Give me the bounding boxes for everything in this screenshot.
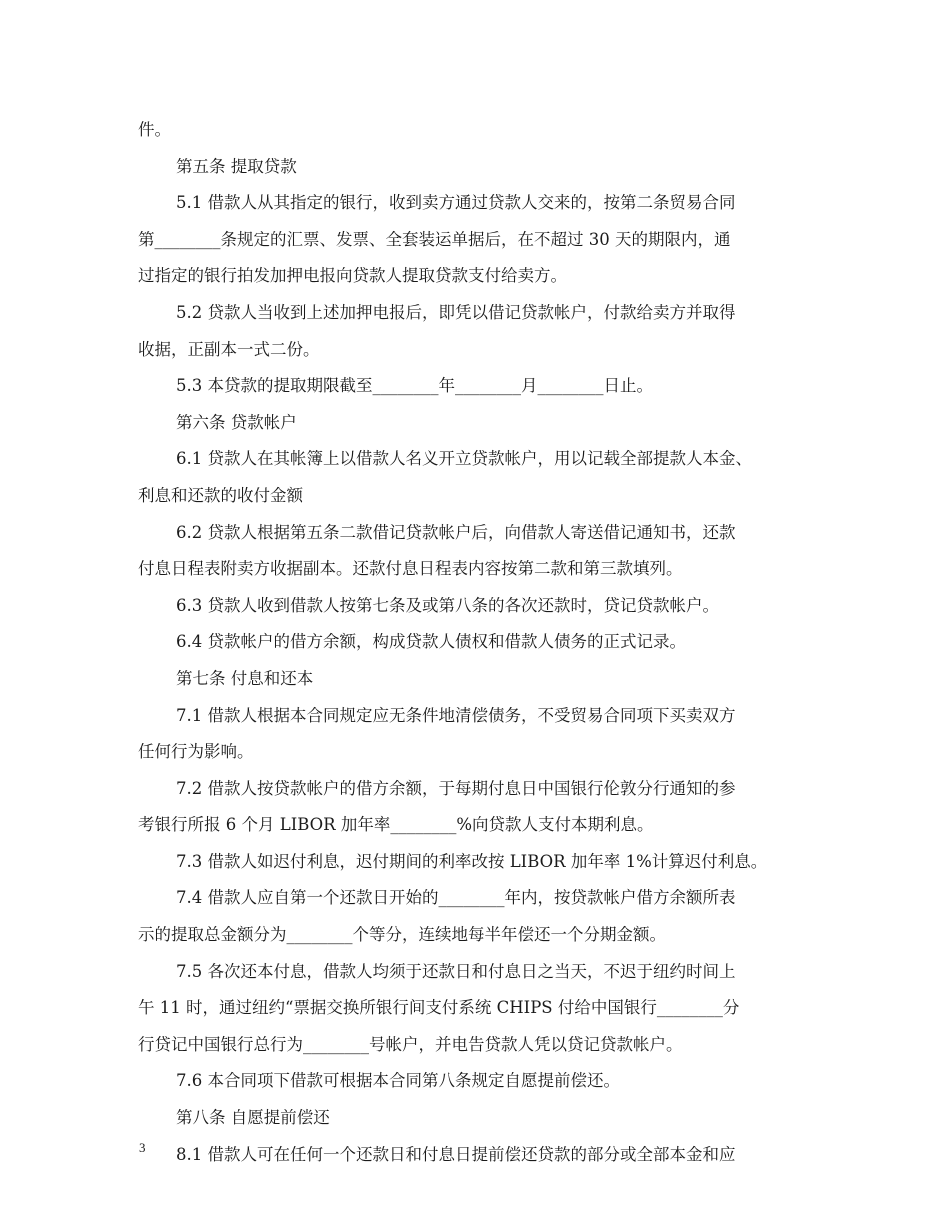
text-line-11: 利息和还款的收付金额 bbox=[138, 485, 303, 505]
text-line-1: 件。 bbox=[138, 120, 171, 139]
clause-8-1: 8.1 借款人可在任何一个还款日和付息日提前偿还贷款的部分或全部本金和应 bbox=[176, 1144, 736, 1164]
clause-6-3: 6.3 贷款人收到借款人按第七条及或第八条的各次还款时，贷记贷款帐户。 bbox=[176, 595, 719, 615]
text-line-26: 行贷记中国银行总行为________号帐户，并电告贷款人凭以贷记贷款帐户。 bbox=[138, 1034, 683, 1054]
clause-5-2: 5.2 贷款人当收到上述加押电报后，即凭以借记贷款帐户，付款给卖方并取得 bbox=[176, 302, 736, 322]
section-heading-article-6: 第六条 贷款帐户 bbox=[176, 412, 297, 432]
clause-5-3: 5.3 本贷款的提取期限截至________年________月________日止。 bbox=[176, 376, 653, 396]
clause-6-1: 6.1 贷款人在其帐簿上以借款人名义开立贷款帐户，用以记载全部提款人本金、 bbox=[176, 449, 752, 469]
clause-6-2: 6.2 贷款人根据第五条二款借记贷款帐户后，向借款人寄送借记通知书，还款 bbox=[176, 522, 736, 542]
text-line-5: 过指定的银行拍发加押电报向贷款人提取贷款支付给卖方。 bbox=[138, 266, 567, 286]
clause-5-1: 5.1 借款人从其指定的银行，收到卖方通过贷款人交来的，按第二条贸易合同 bbox=[176, 193, 736, 213]
clause-7-4: 7.4 借款人应自第一个还款日开始的________年内，按贷款帐户借方余额所表 bbox=[176, 888, 736, 908]
section-heading-article-5: 第五条 提取贷款 bbox=[176, 156, 297, 176]
text-line-18: 任何行为影响。 bbox=[138, 742, 254, 762]
clause-7-5: 7.5 各次还本付息，借款人均须于还款日和付息日之当天，不迟于纽约时间上 bbox=[176, 961, 736, 981]
document-body bbox=[138, 112, 818, 1173]
page-number: 3 bbox=[139, 1140, 146, 1155]
clause-6-4: 6.4 贷款帐户的借方余额，构成贷款人债权和借款人债务的正式记录。 bbox=[176, 632, 686, 652]
text-line-4: 第________条规定的汇票、发票、全套装运单据后，在不超过 30 天的期限内，通 bbox=[138, 229, 731, 249]
section-heading-article-8: 第八条 自愿提前偿还 bbox=[176, 1108, 330, 1128]
text-line-23: 示的提取总金额分为________个等分，连续地每半年偿还一个分期金额。 bbox=[138, 925, 666, 945]
text-line-7: 收据，正副本一式二份。 bbox=[138, 339, 320, 359]
section-heading-article-7: 第七条 付息和还本 bbox=[176, 668, 314, 688]
text-line-20: 考银行所报 6 个月 LIBOR 加年率________%向贷款人支付本期利息。 bbox=[138, 815, 654, 835]
clause-7-3: 7.3 借款人如迟付利息，迟付期间的利率改按 LIBOR 加年率 1%计算迟付利息。 bbox=[176, 851, 768, 871]
clause-7-6: 7.6 本合同项下借款可根据本合同第八条规定自愿提前偿还。 bbox=[176, 1071, 620, 1091]
clause-7-1: 7.1 借款人根据本合同规定应无条件地清偿债务，不受贸易合同项下买卖双方 bbox=[176, 705, 736, 725]
text-line-13: 付息日程表附卖方收据副本。还款付息日程表内容按第二款和第三款填列。 bbox=[138, 559, 683, 579]
clause-7-2: 7.2 借款人按贷款帐户的借方余额，于每期付息日中国银行伦敦分行通知的参 bbox=[176, 778, 736, 798]
text-line-25: 午 11 时，通过纽约“票据交换所银行间支付系统 CHIPS 付给中国银行________分 bbox=[138, 998, 740, 1018]
